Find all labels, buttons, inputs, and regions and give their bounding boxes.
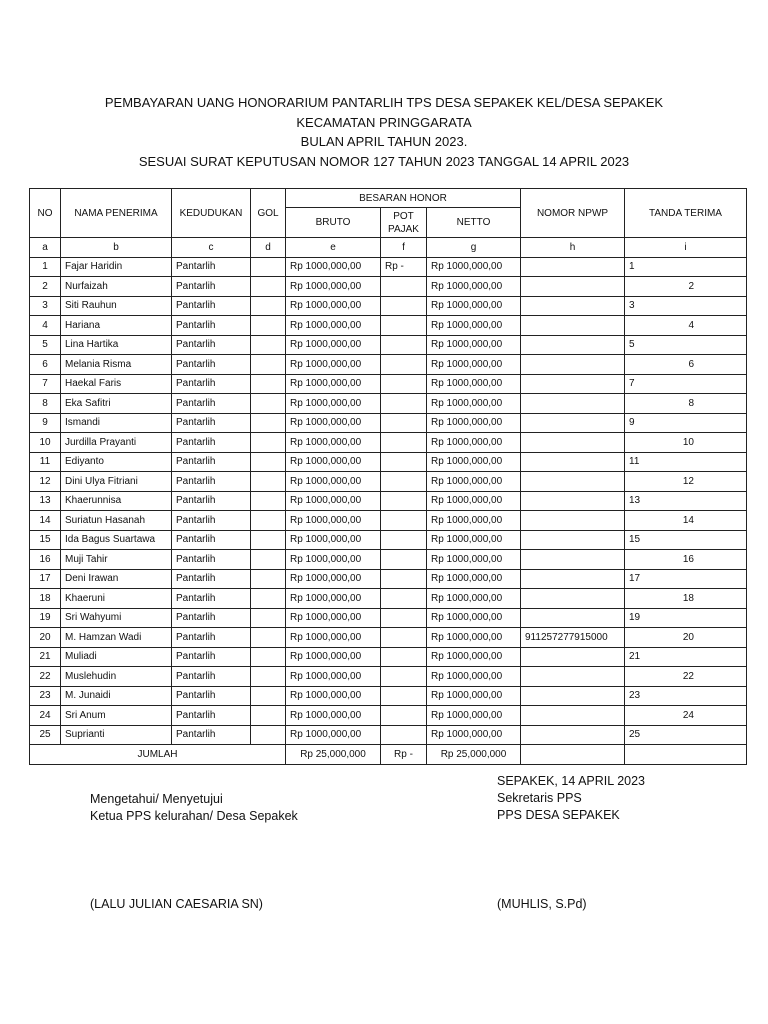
header-tanda-terima: TANDA TERIMA xyxy=(625,189,747,238)
cell-tanda[interactable]: 1 xyxy=(625,257,747,277)
cell-bruto: Rp 1000,000,00 xyxy=(286,511,381,531)
cell-nama: Ediyanto xyxy=(61,452,172,472)
cell-gol xyxy=(251,472,286,492)
cell-gol xyxy=(251,667,286,687)
cell-gol xyxy=(251,355,286,375)
cell-bruto: Rp 1000,000,00 xyxy=(286,569,381,589)
table-row xyxy=(30,394,747,414)
table-row xyxy=(30,472,747,492)
cell-gol xyxy=(251,452,286,472)
cell-netto: Rp 1000,000,00 xyxy=(427,433,521,453)
cell-tanda[interactable]: 11 xyxy=(625,452,747,472)
table-row xyxy=(30,374,747,394)
total-tanda xyxy=(625,745,747,765)
table-row xyxy=(30,550,747,570)
cell-gol xyxy=(251,706,286,726)
signature-left-name: (LALU JULIAN CAESARIA SN) xyxy=(90,897,263,911)
title-line-4: SESUAI SURAT KEPUTUSAN NOMOR 127 TAHUN 2023 TANGGAL 14 APRIL 2023 xyxy=(138,153,630,169)
cell-netto: Rp 1000,000,00 xyxy=(427,452,521,472)
cell-kedudukan: Pantarlih xyxy=(172,491,251,511)
cell-npwp xyxy=(521,335,625,355)
header-no: NO xyxy=(30,189,61,238)
cell-npwp xyxy=(521,296,625,316)
cell-gol xyxy=(251,296,286,316)
signature-right-name: (MUHLIS, S.Pd) xyxy=(497,897,587,911)
left-signature-header xyxy=(90,791,298,825)
cell-pot xyxy=(381,316,427,336)
cell-netto: Rp 1000,000,00 xyxy=(427,589,521,609)
cell-kedudukan: Pantarlih xyxy=(172,452,251,472)
document-title xyxy=(0,93,768,171)
cell-no: 25 xyxy=(30,725,61,745)
header-netto: NETTO xyxy=(427,208,521,238)
cell-tanda[interactable]: 15 xyxy=(625,530,747,550)
cell-npwp xyxy=(521,257,625,277)
cell-pot xyxy=(381,296,427,316)
table-row xyxy=(30,608,747,628)
cell-kedudukan: Pantarlih xyxy=(172,550,251,570)
cell-no: 19 xyxy=(30,608,61,628)
total-npwp xyxy=(521,745,625,765)
cell-pot xyxy=(381,530,427,550)
cell-nama: Deni Irawan xyxy=(61,569,172,589)
cell-tanda[interactable]: 21 xyxy=(625,647,747,667)
cell-netto: Rp 1000,000,00 xyxy=(427,530,521,550)
cell-tanda[interactable]: 8 xyxy=(625,394,747,414)
table-row xyxy=(30,511,747,531)
cell-kedudukan: Pantarlih xyxy=(172,296,251,316)
cell-tanda[interactable]: 24 xyxy=(625,706,747,726)
cell-npwp xyxy=(521,394,625,414)
cell-gol xyxy=(251,433,286,453)
cell-npwp xyxy=(521,569,625,589)
cell-gol xyxy=(251,413,286,433)
code-g: g xyxy=(427,238,521,258)
cell-npwp xyxy=(521,472,625,492)
code-i: i xyxy=(625,238,747,258)
cell-nama: Haekal Faris xyxy=(61,374,172,394)
cell-kedudukan: Pantarlih xyxy=(172,647,251,667)
cell-kedudukan: Pantarlih xyxy=(172,374,251,394)
cell-kedudukan: Pantarlih xyxy=(172,316,251,336)
cell-nama: Khaerunnisa xyxy=(61,491,172,511)
cell-no: 22 xyxy=(30,667,61,687)
code-b: b xyxy=(61,238,172,258)
cell-npwp xyxy=(521,550,625,570)
cell-npwp xyxy=(521,530,625,550)
cell-tanda[interactable]: 14 xyxy=(625,511,747,531)
cell-netto: Rp 1000,000,00 xyxy=(427,628,521,648)
cell-nama: Muslehudin xyxy=(61,667,172,687)
cell-nama: Dini Ulya Fitriani xyxy=(61,472,172,492)
table-row xyxy=(30,589,747,609)
cell-gol xyxy=(251,725,286,745)
cell-nama: Siti Rauhun xyxy=(61,296,172,316)
cell-tanda[interactable]: 12 xyxy=(625,472,747,492)
cell-kedudukan: Pantarlih xyxy=(172,589,251,609)
cell-npwp xyxy=(521,413,625,433)
cell-bruto: Rp 1000,000,00 xyxy=(286,530,381,550)
total-label: JUMLAH xyxy=(30,745,286,765)
cell-gol xyxy=(251,647,286,667)
cell-nama: M. Junaidi xyxy=(61,686,172,706)
cell-kedudukan: Pantarlih xyxy=(172,628,251,648)
cell-kedudukan: Pantarlih xyxy=(172,472,251,492)
table-row xyxy=(30,452,747,472)
cell-pot xyxy=(381,667,427,687)
cell-gol xyxy=(251,569,286,589)
cell-gol xyxy=(251,608,286,628)
cell-kedudukan: Pantarlih xyxy=(172,686,251,706)
cell-no: 2 xyxy=(30,277,61,297)
cell-tanda[interactable]: 10 xyxy=(625,433,747,453)
cell-kedudukan: Pantarlih xyxy=(172,257,251,277)
cell-tanda[interactable]: 3 xyxy=(625,296,747,316)
cell-nama: Eka Safitri xyxy=(61,394,172,414)
cell-netto: Rp 1000,000,00 xyxy=(427,569,521,589)
cell-bruto: Rp 1000,000,00 xyxy=(286,550,381,570)
signature-left-role: Mengetahui/ Menyetujui xyxy=(90,792,223,806)
cell-bruto: Rp 1000,000,00 xyxy=(286,706,381,726)
cell-bruto: Rp 1000,000,00 xyxy=(286,491,381,511)
cell-gol xyxy=(251,335,286,355)
cell-nama: Melania Risma xyxy=(61,355,172,375)
cell-npwp xyxy=(521,355,625,375)
cell-gol xyxy=(251,277,286,297)
cell-tanda[interactable]: 6 xyxy=(625,355,747,375)
code-a: a xyxy=(30,238,61,258)
code-d: d xyxy=(251,238,286,258)
cell-npwp xyxy=(521,589,625,609)
cell-gol xyxy=(251,394,286,414)
cell-kedudukan: Pantarlih xyxy=(172,608,251,628)
cell-netto: Rp 1000,000,00 xyxy=(427,608,521,628)
cell-netto: Rp 1000,000,00 xyxy=(427,296,521,316)
cell-pot xyxy=(381,608,427,628)
cell-npwp xyxy=(521,725,625,745)
cell-no: 13 xyxy=(30,491,61,511)
cell-tanda[interactable]: 25 xyxy=(625,725,747,745)
header-gol: GOL xyxy=(251,189,286,238)
cell-tanda[interactable]: 2 xyxy=(625,277,747,297)
cell-netto: Rp 1000,000,00 xyxy=(427,511,521,531)
cell-nama: Hariana xyxy=(61,316,172,336)
cell-pot xyxy=(381,355,427,375)
table-header xyxy=(30,189,747,258)
cell-npwp xyxy=(521,277,625,297)
cell-nama: M. Hamzan Wadi xyxy=(61,628,172,648)
cell-no: 14 xyxy=(30,511,61,531)
cell-pot xyxy=(381,706,427,726)
cell-nama: Ida Bagus Suartawa xyxy=(61,530,172,550)
cell-npwp xyxy=(521,491,625,511)
cell-bruto: Rp 1000,000,00 xyxy=(286,589,381,609)
cell-kedudukan: Pantarlih xyxy=(172,706,251,726)
table-row xyxy=(30,355,747,375)
cell-nama: Lina Hartika xyxy=(61,335,172,355)
cell-bruto: Rp 1000,000,00 xyxy=(286,433,381,453)
cell-tanda[interactable]: 13 xyxy=(625,491,747,511)
header-pot-line1: POT xyxy=(393,210,414,222)
total-row xyxy=(30,745,747,765)
cell-bruto: Rp 1000,000,00 xyxy=(286,686,381,706)
cell-bruto: Rp 1000,000,00 xyxy=(286,257,381,277)
cell-pot xyxy=(381,569,427,589)
cell-no: 12 xyxy=(30,472,61,492)
cell-kedudukan: Pantarlih xyxy=(172,511,251,531)
cell-npwp xyxy=(521,374,625,394)
cell-npwp xyxy=(521,316,625,336)
cell-npwp xyxy=(521,647,625,667)
cell-bruto: Rp 1000,000,00 xyxy=(286,452,381,472)
cell-pot xyxy=(381,511,427,531)
cell-netto: Rp 1000,000,00 xyxy=(427,472,521,492)
cell-pot xyxy=(381,374,427,394)
cell-nama: Suriatun Hasanah xyxy=(61,511,172,531)
cell-kedudukan: Pantarlih xyxy=(172,530,251,550)
cell-bruto: Rp 1000,000,00 xyxy=(286,355,381,375)
cell-npwp xyxy=(521,608,625,628)
cell-no: 23 xyxy=(30,686,61,706)
cell-no: 24 xyxy=(30,706,61,726)
total-pot: Rp - xyxy=(381,745,427,765)
code-e: e xyxy=(286,238,381,258)
table-row xyxy=(30,628,747,648)
cell-pot xyxy=(381,550,427,570)
cell-npwp xyxy=(521,511,625,531)
cell-no: 6 xyxy=(30,355,61,375)
cell-nama: Suprianti xyxy=(61,725,172,745)
cell-no: 7 xyxy=(30,374,61,394)
code-c: c xyxy=(172,238,251,258)
cell-nama: Jurdilla Prayanti xyxy=(61,433,172,453)
cell-netto: Rp 1000,000,00 xyxy=(427,257,521,277)
cell-tanda[interactable]: 16 xyxy=(625,550,747,570)
cell-kedudukan: Pantarlih xyxy=(172,569,251,589)
cell-kedudukan: Pantarlih xyxy=(172,394,251,414)
cell-npwp xyxy=(521,452,625,472)
cell-pot xyxy=(381,472,427,492)
table-row xyxy=(30,647,747,667)
cell-gol xyxy=(251,316,286,336)
table-body xyxy=(30,257,747,745)
table-row xyxy=(30,725,747,745)
cell-no: 17 xyxy=(30,569,61,589)
cell-npwp xyxy=(521,686,625,706)
signature-right-role: Sekretaris PPS xyxy=(497,791,582,805)
cell-netto: Rp 1000,000,00 xyxy=(427,277,521,297)
table-row xyxy=(30,530,747,550)
cell-kedudukan: Pantarlih xyxy=(172,667,251,687)
header-bruto: BRUTO xyxy=(286,208,381,238)
table-row xyxy=(30,277,747,297)
column-code-row xyxy=(30,238,747,258)
cell-bruto: Rp 1000,000,00 xyxy=(286,725,381,745)
cell-nama: Fajar Haridin xyxy=(61,257,172,277)
cell-pot xyxy=(381,433,427,453)
cell-tanda[interactable]: 23 xyxy=(625,686,747,706)
cell-bruto: Rp 1000,000,00 xyxy=(286,316,381,336)
title-line-2: KECAMATAN PRINGGARATA xyxy=(296,114,472,130)
cell-pot xyxy=(381,491,427,511)
cell-no: 20 xyxy=(30,628,61,648)
table-row xyxy=(30,667,747,687)
cell-tanda[interactable]: 19 xyxy=(625,608,747,628)
header-npwp: NOMOR NPWP xyxy=(521,189,625,238)
cell-kedudukan: Pantarlih xyxy=(172,335,251,355)
cell-tanda[interactable]: 7 xyxy=(625,374,747,394)
total-bruto: Rp 25,000,000 xyxy=(286,745,381,765)
cell-gol xyxy=(251,550,286,570)
cell-netto: Rp 1000,000,00 xyxy=(427,316,521,336)
cell-no: 5 xyxy=(30,335,61,355)
cell-pot xyxy=(381,686,427,706)
cell-gol xyxy=(251,257,286,277)
signature-right-org: PPS DESA SEPAKEK xyxy=(497,808,620,822)
cell-bruto: Rp 1000,000,00 xyxy=(286,667,381,687)
header-nama: NAMA PENERIMA xyxy=(61,189,172,238)
title-line-1: PEMBAYARAN UANG HONORARIUM PANTARLIH TPS DESA SEPAKEK KEL/DESA SEPAKEK xyxy=(104,95,664,110)
cell-kedudukan: Pantarlih xyxy=(172,725,251,745)
cell-gol xyxy=(251,686,286,706)
cell-pot xyxy=(381,335,427,355)
cell-netto: Rp 1000,000,00 xyxy=(427,491,521,511)
cell-npwp xyxy=(521,706,625,726)
cell-no: 11 xyxy=(30,452,61,472)
cell-no: 15 xyxy=(30,530,61,550)
cell-bruto: Rp 1000,000,00 xyxy=(286,647,381,667)
table-footer xyxy=(30,745,747,765)
cell-netto: Rp 1000,000,00 xyxy=(427,394,521,414)
payment-table xyxy=(29,188,747,765)
header-pot-line2: PAJAK xyxy=(388,223,419,235)
total-netto: Rp 25,000,000 xyxy=(427,745,521,765)
cell-bruto: Rp 1000,000,00 xyxy=(286,277,381,297)
cell-npwp: 911257277915000 xyxy=(521,628,625,648)
table-row xyxy=(30,296,747,316)
cell-pot xyxy=(381,452,427,472)
cell-no: 16 xyxy=(30,550,61,570)
cell-tanda[interactable]: 22 xyxy=(625,667,747,687)
cell-no: 3 xyxy=(30,296,61,316)
cell-netto: Rp 1000,000,00 xyxy=(427,686,521,706)
table-row xyxy=(30,491,747,511)
cell-netto: Rp 1000,000,00 xyxy=(427,550,521,570)
cell-gol xyxy=(251,374,286,394)
cell-pot xyxy=(381,413,427,433)
table-row xyxy=(30,433,747,453)
table-row xyxy=(30,257,747,277)
cell-bruto: Rp 1000,000,00 xyxy=(286,335,381,355)
cell-nama: Sri Anum xyxy=(61,706,172,726)
table-row xyxy=(30,413,747,433)
header-pot-pajak xyxy=(381,208,427,238)
signature-date: SEPAKEK, 14 APRIL 2023 xyxy=(497,774,646,788)
cell-tanda[interactable]: 18 xyxy=(625,589,747,609)
cell-gol xyxy=(251,530,286,550)
cell-pot xyxy=(381,647,427,667)
cell-netto: Rp 1000,000,00 xyxy=(427,374,521,394)
cell-nama: Nurfaizah xyxy=(61,277,172,297)
cell-nama: Muji Tahir xyxy=(61,550,172,570)
cell-tanda[interactable]: 5 xyxy=(625,335,747,355)
signature-left-org: Ketua PPS kelurahan/ Desa Sepakek xyxy=(90,809,298,823)
header-besaran-honor: BESARAN HONOR xyxy=(286,189,521,208)
table-row xyxy=(30,569,747,589)
title-line-3: BULAN APRIL TAHUN 2023. xyxy=(300,134,468,149)
cell-kedudukan: Pantarlih xyxy=(172,277,251,297)
cell-bruto: Rp 1000,000,00 xyxy=(286,608,381,628)
code-f: f xyxy=(381,238,427,258)
cell-pot xyxy=(381,628,427,648)
table-row xyxy=(30,706,747,726)
cell-gol xyxy=(251,628,286,648)
cell-kedudukan: Pantarlih xyxy=(172,433,251,453)
right-signature-header xyxy=(497,773,645,824)
cell-pot xyxy=(381,589,427,609)
cell-no: 21 xyxy=(30,647,61,667)
cell-bruto: Rp 1000,000,00 xyxy=(286,413,381,433)
cell-gol xyxy=(251,589,286,609)
cell-kedudukan: Pantarlih xyxy=(172,355,251,375)
cell-npwp xyxy=(521,667,625,687)
table-row xyxy=(30,686,747,706)
cell-bruto: Rp 1000,000,00 xyxy=(286,394,381,414)
cell-bruto: Rp 1000,000,00 xyxy=(286,628,381,648)
cell-pot xyxy=(381,725,427,745)
cell-bruto: Rp 1000,000,00 xyxy=(286,374,381,394)
cell-nama: Khaeruni xyxy=(61,589,172,609)
cell-netto: Rp 1000,000,00 xyxy=(427,667,521,687)
header-kedudukan: KEDUDUKAN xyxy=(172,189,251,238)
cell-tanda[interactable]: 20 xyxy=(625,628,747,648)
cell-pot xyxy=(381,394,427,414)
cell-netto: Rp 1000,000,00 xyxy=(427,647,521,667)
table-row xyxy=(30,335,747,355)
cell-netto: Rp 1000,000,00 xyxy=(427,413,521,433)
cell-netto: Rp 1000,000,00 xyxy=(427,706,521,726)
code-h: h xyxy=(521,238,625,258)
cell-npwp xyxy=(521,433,625,453)
cell-no: 9 xyxy=(30,413,61,433)
cell-no: 18 xyxy=(30,589,61,609)
cell-nama: Ismandi xyxy=(61,413,172,433)
cell-no: 4 xyxy=(30,316,61,336)
cell-gol xyxy=(251,491,286,511)
cell-kedudukan: Pantarlih xyxy=(172,413,251,433)
cell-bruto: Rp 1000,000,00 xyxy=(286,472,381,492)
cell-netto: Rp 1000,000,00 xyxy=(427,355,521,375)
cell-no: 8 xyxy=(30,394,61,414)
cell-netto: Rp 1000,000,00 xyxy=(427,725,521,745)
cell-tanda[interactable]: 9 xyxy=(625,413,747,433)
cell-tanda[interactable]: 17 xyxy=(625,569,747,589)
cell-nama: Muliadi xyxy=(61,647,172,667)
cell-pot xyxy=(381,277,427,297)
table-row xyxy=(30,316,747,336)
cell-no: 10 xyxy=(30,433,61,453)
cell-tanda[interactable]: 4 xyxy=(625,316,747,336)
cell-nama: Sri Wahyumi xyxy=(61,608,172,628)
cell-gol xyxy=(251,511,286,531)
cell-netto: Rp 1000,000,00 xyxy=(427,335,521,355)
cell-no: 1 xyxy=(30,257,61,277)
cell-bruto: Rp 1000,000,00 xyxy=(286,296,381,316)
cell-pot: Rp - xyxy=(381,257,427,277)
